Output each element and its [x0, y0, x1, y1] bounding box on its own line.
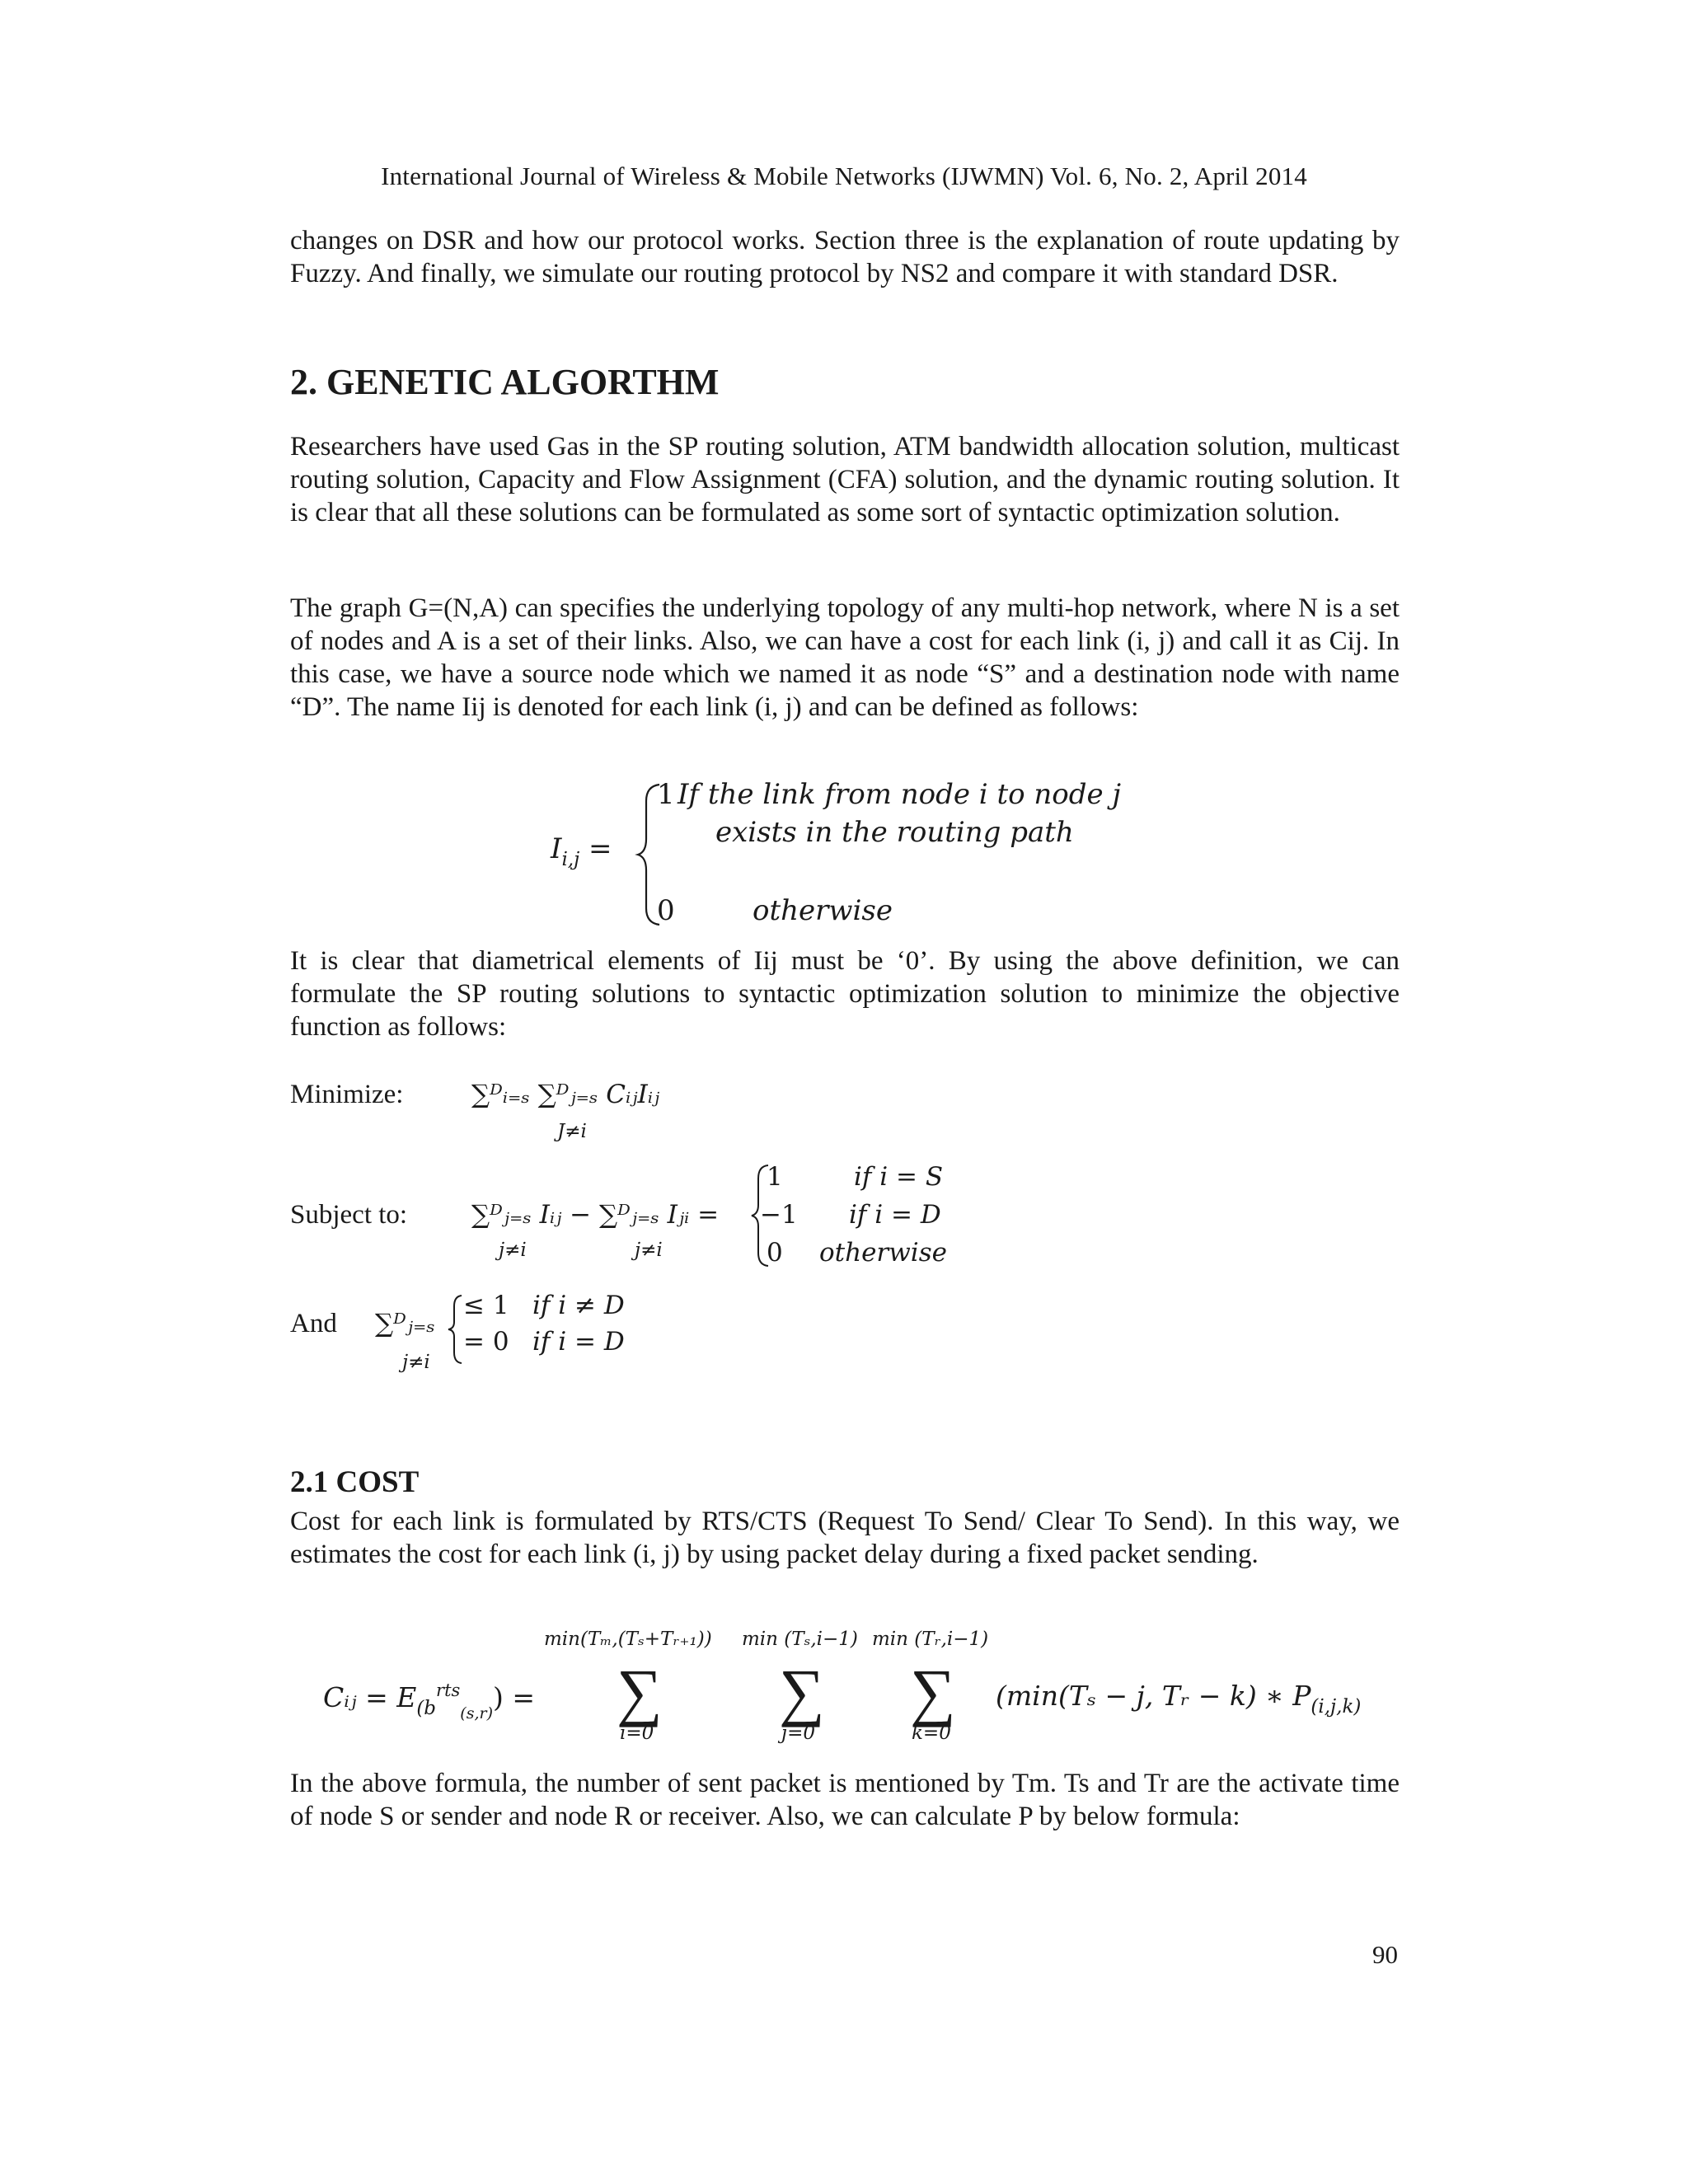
minimize-label: Minimize:	[290, 1080, 404, 1109]
eq-indicator-case2-value: 0	[657, 894, 675, 927]
section-title-genetic-algorithm: 2. GENETIC ALGORTHM	[290, 362, 720, 402]
and-case2-condition: if i = D	[532, 1327, 625, 1357]
eq-cost-sum2-lower: j=0	[781, 1722, 816, 1744]
intro-paragraph	[290, 224, 1400, 290]
page-number: 90	[1372, 1940, 1398, 1969]
and-case1-condition: if i ≠ D	[532, 1291, 625, 1320]
subject-to-constraint-1: j≠i	[499, 1240, 527, 1261]
and-case2-value: = 0	[463, 1327, 509, 1357]
eq-cost-sum2-upper: min (Tₛ,i−1)	[742, 1629, 858, 1650]
eq-cost-term: (min(Tₛ − j, Tᵣ − k) ∗ $P_{(i,j,k)}$	[996, 1680, 1362, 1718]
eq-cost-sum3-upper: min (Tᵣ,i−1)	[872, 1629, 989, 1650]
sum-icon: ∑	[617, 1656, 663, 1727]
subject-to-expression: ∑ᴰⱼ₌ₛ Iᵢⱼ − ∑ᴰⱼ₌ₛ Iⱼᵢ =	[471, 1200, 720, 1230]
subject-to-case3-value: 0	[767, 1238, 783, 1268]
eq-cost-sum1-lower: i=0	[620, 1722, 654, 1744]
subject-to-case2-condition: if i = D	[849, 1200, 941, 1230]
sum-icon: ∑	[910, 1656, 956, 1727]
section21-paragraph-1-text: Cost for each link is formulated by RTS/CTS (Request To Send/ Clear To Send). In this way, we estimates the cost for each link (i, j) by using packet delay during a fixed packet sending.	[290, 1507, 1400, 1569]
section2-paragraph-3-text: It is clear that diametrical elements of Iij must be ‘0’. By using the above definition, we can formulate the SP routing solutions to syntactic optimization solution to minimize the objective function as follows:	[290, 946, 1400, 1042]
section21-paragraph-2-text: In the above formula, the number of sent packet is mentioned by Tm. Ts and Tr are the activate time of node S or sender and node R or receiver. Also, we can calculate P by below formula:	[290, 1769, 1400, 1831]
subject-to-case1-value: 1	[767, 1162, 783, 1192]
intro-text: changes on DSR and how our protocol works. Section three is the explanation of route updating by Fuzzy. And finally, we simulate our routing protocol by NS2 and compare it with standard DSR.	[290, 226, 1400, 288]
eq-indicator-case1-text-line1: If the link from node i to node j	[678, 778, 1122, 811]
section2-paragraph-1-text: Researchers have used Gas in the SP routing solution, ATM bandwidth allocation solution, multicast routing solution, Capacity and Flow Assignment (CFA) solution, and the dynamic routing solution. It is clear that all these solutions can be formulated as some sort of syntactic optimization solution.	[290, 432, 1400, 527]
subject-to-case3-condition: otherwise	[819, 1238, 947, 1268]
sum-icon: ∑	[779, 1656, 825, 1727]
and-case1-value: ≤ 1	[463, 1291, 509, 1320]
eq-indicator-case2-text: otherwise	[753, 894, 893, 927]
minimize-constraint: J≠i	[557, 1121, 587, 1142]
subject-to-label: Subject to:	[290, 1200, 408, 1230]
eq-cost-lhs: Cᵢⱼ = $E_{(b}^{rts}_{(s,r)}$) =	[323, 1680, 536, 1722]
subject-to-case2-value: −1	[760, 1200, 798, 1230]
and-constraint: j≠i	[402, 1352, 430, 1373]
eq-indicator-lhs: $I_{i,j}$ =	[551, 832, 612, 870]
eq-indicator-case1-text-line2: exists in the routing path	[715, 816, 1074, 849]
section2-paragraph-2-text: The graph G=(N,A) can specifies the underlying topology of any multi-hop network, where N is a set of nodes and A is a set of their links. Also, we can have a cost for each link (i, j) and call it as Cij. In this case, we have a source node which we named it as node “S” and a destination node with name “D”. The name Iij is denoted for each link (i, j) and can be defined as follows:	[290, 593, 1400, 722]
section2-paragraph-1	[290, 430, 1400, 529]
eq-cost-sum1-upper: min(Tₘ,(Tₛ+Tᵣ₊₁))	[544, 1629, 712, 1650]
eq-cost-sum3-lower: k=0	[912, 1722, 951, 1744]
subject-to-constraint-2: j≠i	[635, 1240, 663, 1261]
section-title-cost: 2.1 COST	[290, 1465, 420, 1499]
eq-indicator-case1-value: 1	[657, 778, 675, 811]
minimize-expression: ∑ᴰᵢ₌ₛ ∑ᴰⱼ₌ₛ CᵢⱼIᵢⱼ	[471, 1080, 660, 1109]
section21-paragraph-2	[290, 1767, 1400, 1833]
and-label: And	[290, 1309, 337, 1338]
section2-paragraph-3	[290, 944, 1400, 1043]
section2-paragraph-2	[290, 592, 1400, 724]
and-expression: ∑ᴰⱼ₌ₛ	[375, 1309, 435, 1338]
subject-to-case1-condition: if i = S	[854, 1162, 944, 1192]
section21-paragraph-1	[290, 1505, 1400, 1571]
running-head: International Journal of Wireless & Mobile Networks (IJWMN) Vol. 6, No. 2, April 2014	[381, 162, 1307, 190]
